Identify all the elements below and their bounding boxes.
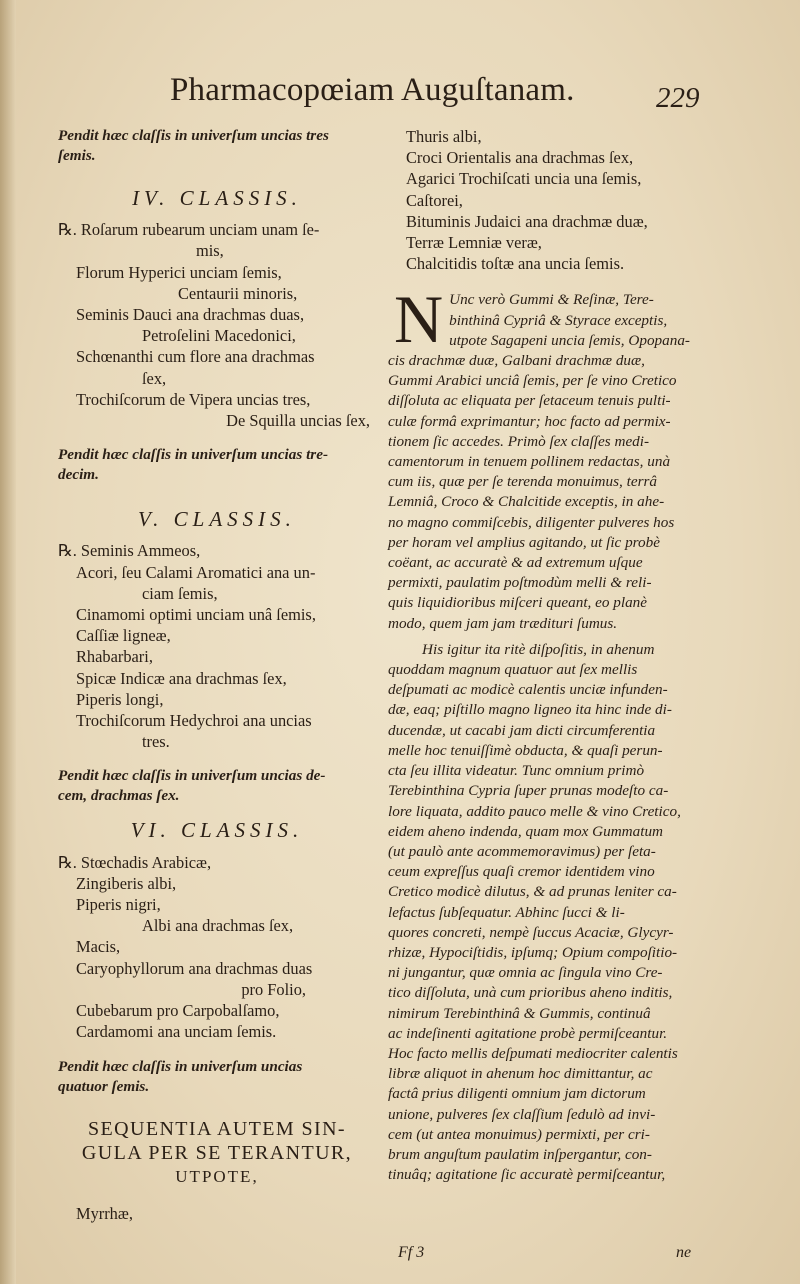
class-6-note: Pendit hæc claſſis in univerſum uncias quatuor ſemis. (58, 1057, 303, 1095)
class-6-heading: VI. CLASSIS. (130, 818, 304, 843)
ingredient-list: Thuris albi, Croci Orientalis ana drachmas ſex, Agarici Trochiſcati uncia una ſemis, Caſtorei, Bituminis Judaici ana drachmæ duæ, Terræ Lemniæ veræ, Chalcitidis toſtæ ana uncia ſemis. (406, 127, 648, 274)
class-5-note: Pendit hæc claſſis in univerſum uncias de- cem, drachmas ſex. (58, 767, 326, 805)
page-gutter (0, 0, 16, 1284)
class-5-heading: V. CLASSIS. (138, 507, 296, 532)
signature-mark: Ff 3 (398, 1244, 425, 1261)
class-4-list: ℞. Roſarum rubearum unciam unam ſe- mis, Florum Hyperici unciam ſemis, Centaurii minoris, Seminis Dauci ana drachmas duas, Petroſelini Macedonici, Schœnanthi cum flore ana drachmas ſex, Trochiſcorum de Vipera uncias tres, De Squilla uncias ſex, (58, 220, 370, 431)
class-5-list: ℞. Seminis Ammeos, Acori, ſeu Calami Aromatici ana un- ciam ſemis, Cinamomi optimi unciam unâ ſemis, Caſſiæ ligneæ, Rhabarbari, Spicæ Indicæ ana drachmas ſex, Piperis longi, Trochiſcorum Hedychroi ana uncias tres. (58, 541, 316, 752)
intro-note: Pendit hæc claſſis in univerſum uncias tres ſemis. (58, 127, 329, 164)
class-4-note: Pendit hæc claſſis in univerſum uncias tre- decim. (58, 446, 329, 484)
catchword: ne (676, 1244, 692, 1261)
paragraph-1: N Unc verò Gummi & Reſinæ, Tere- binthinâ Cypriâ & Styrace exceptis, utpote Sagapeni uncia ſemis, Opopana- cis drachmæ duæ, Galbani drachmæ duæ, Gummi Arabici unciâ ſemis, per ſe vino Cretico diſſoluta ac eliquata per ſetaceum tenuis pulti- culæ formâ exprimantur; hoc facto ad permix- tionem ſic accedes. Primò ſex claſſes medi- camentorum in tenuem pollinem redactas, unà cum iis, quæ per ſe terenda monuimus, terrâ Lemniâ, Croco & Chalcitide exceptis, in ahe- no magno commiſcebis, diligenter pulveres hos per horam vel amplius agitando, ut ſic probè coëant, ac accuratè & ad extremum uſque permixti, paulatim poſtmodùm melli & reli- quis liquidioribus miſceri queant, eo planè modo, quem jam jam trædituri ſumus. (388, 281, 690, 632)
left-column (58, 126, 376, 1224)
final-item: Myrrhæ, (76, 1203, 133, 1223)
paragraph-2: His igitur ita ritè diſpoſitis, in ahenum quoddam magnum quatuor aut ſex mellis deſpumati ac modicè calentis unciæ infunden- dæ, eaq; piſtillo magno ligneo ita hinc inde di- ducendæ, ut cacabi jam dicti circumferentia melle hoc tenuiſſimè obducta, & quaſi perun- cta ſeu illita videatur. Tunc omnium primò Terebinthina Cypria ſuper prunas modeſto ca- lore liquata, addito pauco melle & vino Cretico, eidem aheno indenda, quam mox Gummatum (ut paulò ante acommemoravimus) per ſeta- ceum expreſſus quaſi cremor identidem vino Cretico modicè dilutus, & ad prunas leniter ca- lefactus ſubſequatur. Abhinc ſucci & li- quores concreti, nempè ſuccus Acaciæ, Glycyr- rhizæ, Hypociſtidis, ipſumq; Opium compoſitio- ni jungantur, quæ omnia ac ſingula vino Cre- tico diſſoluta, unà cum prioribus aheno inditis, nimirum Terebinthinâ & Gummis, continuâ ac indeſinenti agitatione probè permiſceantur. Hoc facto mellis deſpumati mediocriter calentis libræ aliquot in ahenum hoc dimittantur, ac factâ prius diligenti omnium jam dictorum unione, pulveres ſex claſſium ſedulò ad invi- cem (ut antea monuimus) permixti, per cri- brum anguſtum paulatim inſpergantur, con- tinuâq; agitatione ſic accuratè permiſceantur, (388, 640, 681, 1184)
right-column (388, 126, 718, 1185)
class-6-list: ℞. Stœchadis Arabicæ, Zingiberis albi, Piperis nigri, Albi ana drachmas ſex, Macis, Caryophyllorum ana drachmas duas pro Folio, Cubebarum pro Carpobalſamo, Cardamomi ana unciam ſemis. (58, 852, 313, 1042)
class-4-heading: IV. CLASSIS. (132, 186, 302, 210)
sequentia-heading: SEQUENTIA AUTEM SIN- GULA PER SE TERANTUR, UTPOTE, (81, 1117, 353, 1186)
drop-cap: N (394, 281, 444, 358)
running-head: Pharmacopœiam Auguſtanam. (170, 72, 575, 108)
page-number: 229 (656, 82, 700, 114)
